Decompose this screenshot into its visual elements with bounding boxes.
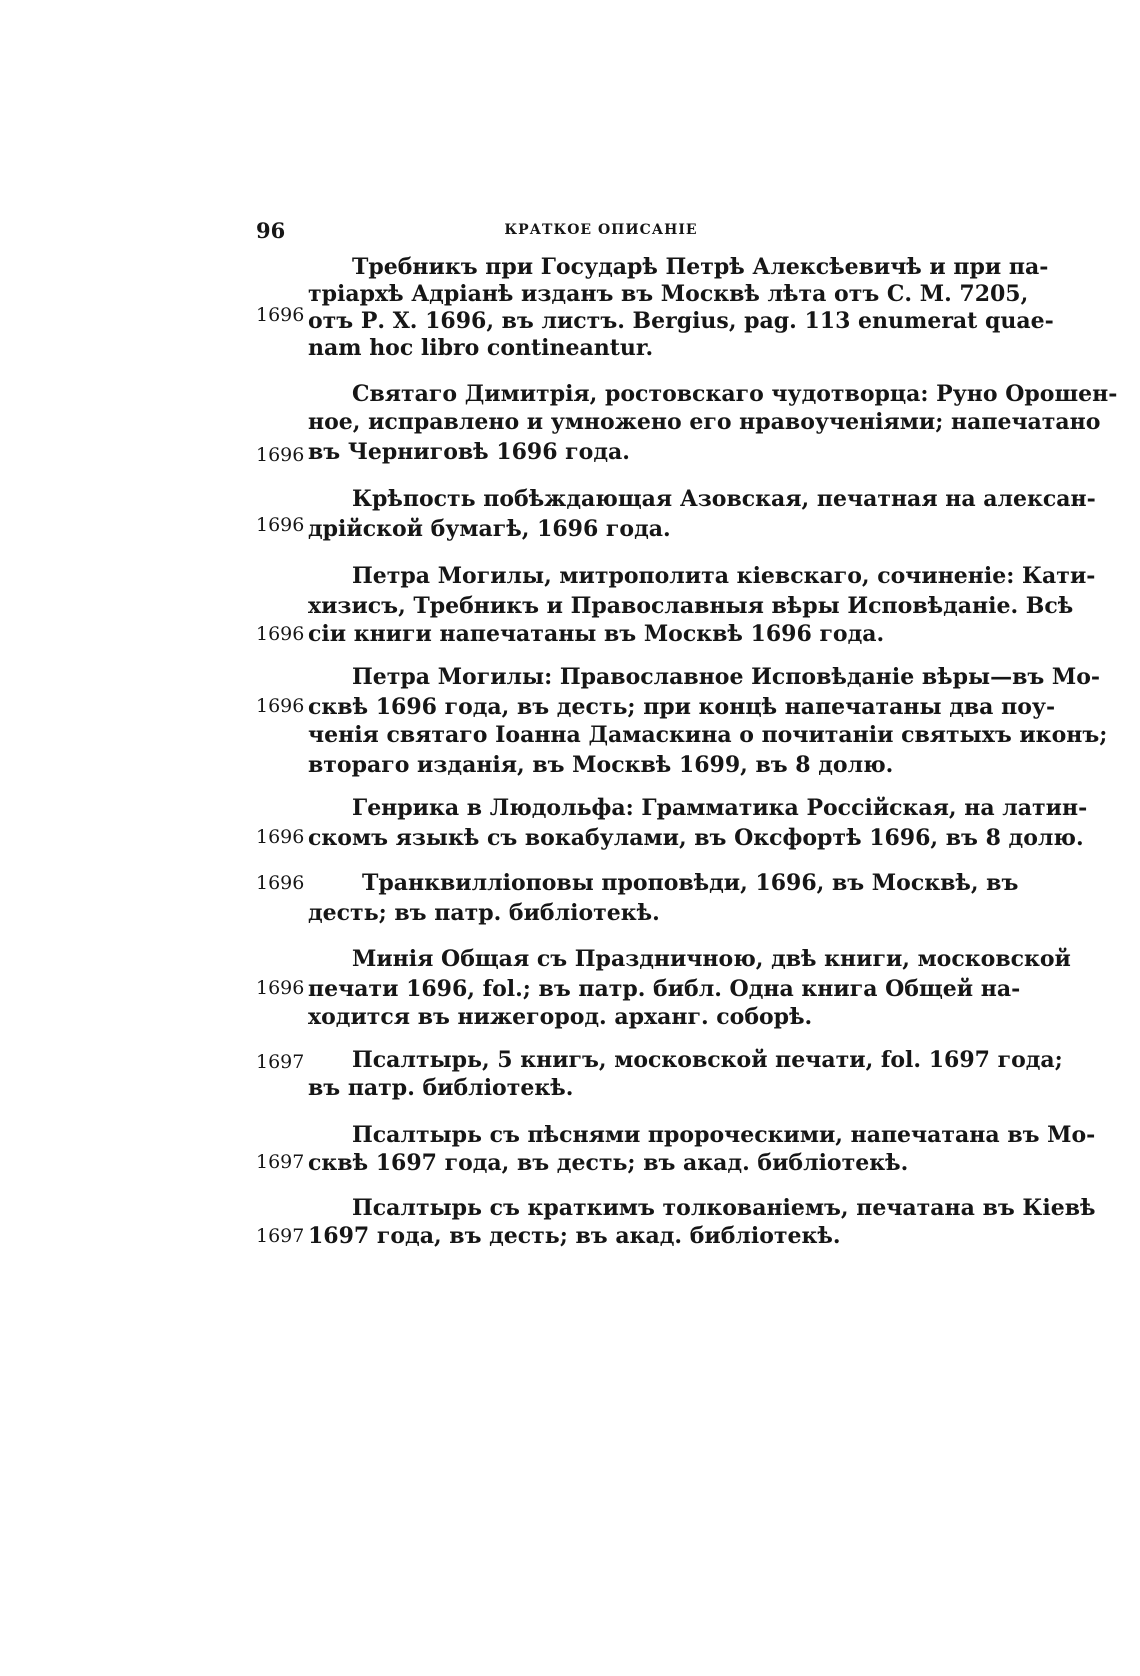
entry-line: десть; въ патр. библіотекѣ. bbox=[308, 900, 660, 926]
margin-year: 1696 bbox=[256, 977, 305, 999]
entry-line: Минія Общая съ Праздничною, двѣ книги, московской bbox=[352, 946, 1071, 972]
entry-line: Генрика в Людольфа: Грамматика Россійская, на латин- bbox=[352, 795, 1088, 821]
entry-line: 1697 года, въ десть; въ акад. библіотекѣ. bbox=[308, 1223, 841, 1249]
entry-line: въ Черниговѣ 1696 года. bbox=[308, 439, 630, 465]
margin-year: 1697 bbox=[256, 1051, 305, 1073]
entry-line: Петра Могилы, митрополита кіевскаго, сочиненіе: Кати- bbox=[352, 563, 1096, 589]
entry-line: ченія святаго Іоанна Дамаскина о почитаніи святыхъ иконъ; bbox=[308, 722, 1108, 748]
entry-line: сіи книги напечатаны въ Москвѣ 1696 года. bbox=[308, 621, 885, 647]
entry-line: печати 1696, fol.; въ патр. библ. Одна книга Общей на- bbox=[308, 976, 1021, 1002]
entry-line: хизисъ, Требникъ и Православныя вѣры Исповѣданіе. Всѣ bbox=[308, 593, 1074, 619]
entry-line: ное, исправлено и умножено его нравоученіями; напечатано bbox=[308, 409, 1101, 435]
page-header bbox=[256, 218, 946, 248]
entry-line: дрійской бумагѣ, 1696 года. bbox=[308, 516, 671, 542]
entry-line: nam hoc libro contineantur. bbox=[308, 335, 654, 361]
entry-line: Крѣпость побѣждающая Азовская, печатная на алексан- bbox=[352, 486, 1096, 512]
entry-line: втораго изданія, въ Москвѣ 1699, въ 8 долю. bbox=[308, 752, 894, 778]
margin-year: 1696 bbox=[256, 872, 305, 894]
entry-line: тріархѣ Адріанѣ изданъ въ Москвѣ лѣта отъ С. М. 7205, bbox=[308, 281, 1029, 307]
margin-year: 1696 bbox=[256, 444, 305, 466]
running-title: КРАТКОЕ ОПИСАНІЕ bbox=[504, 222, 698, 238]
entry-line: въ патр. библіотекѣ. bbox=[308, 1075, 574, 1101]
entry-line: Транквилліоповы проповѣди, 1696, въ Москвѣ, въ bbox=[362, 870, 1019, 896]
entry-line: Псалтырь съ краткимъ толкованіемъ, печатана въ Кіевѣ bbox=[352, 1195, 1096, 1221]
page-number: 96 bbox=[256, 218, 286, 243]
entry-line: Требникъ при Государѣ Петрѣ Алексѣевичѣ и при па- bbox=[352, 254, 1049, 280]
margin-year: 1696 bbox=[256, 826, 305, 848]
margin-year: 1696 bbox=[256, 514, 305, 536]
entry-line: Псалтырь, 5 книгъ, московской печати, fol. 1697 года; bbox=[352, 1047, 1063, 1073]
entry-line: Псалтырь съ пѣснями пророческими, напечатана въ Мо- bbox=[352, 1122, 1096, 1148]
margin-year: 1696 bbox=[256, 304, 305, 326]
margin-year: 1696 bbox=[256, 623, 305, 645]
entry-line: ходится въ нижегород. арханг. соборѣ. bbox=[308, 1004, 813, 1030]
margin-year: 1697 bbox=[256, 1151, 305, 1173]
margin-year: 1696 bbox=[256, 695, 305, 717]
entry-line: скомъ языкѣ съ вокабулами, въ Оксфортѣ 1696, въ 8 долю. bbox=[308, 825, 1084, 851]
entry-line: Петра Могилы: Православное Исповѣданіе вѣры—въ Мо- bbox=[352, 664, 1101, 690]
entry-line: Святаго Димитрія, ростовскаго чудотворца: Руно Орошен- bbox=[352, 381, 1118, 407]
entry-line: сквѣ 1697 года, въ десть; въ акад. библіотекѣ. bbox=[308, 1150, 909, 1176]
entry-line: сквѣ 1696 года, въ десть; при концѣ напечатаны два поу- bbox=[308, 694, 1056, 720]
entry-line: отъ Р. Х. 1696, въ листъ. Bergius, pag. 113 enumerat quae- bbox=[308, 308, 1054, 334]
margin-year: 1697 bbox=[256, 1225, 305, 1247]
